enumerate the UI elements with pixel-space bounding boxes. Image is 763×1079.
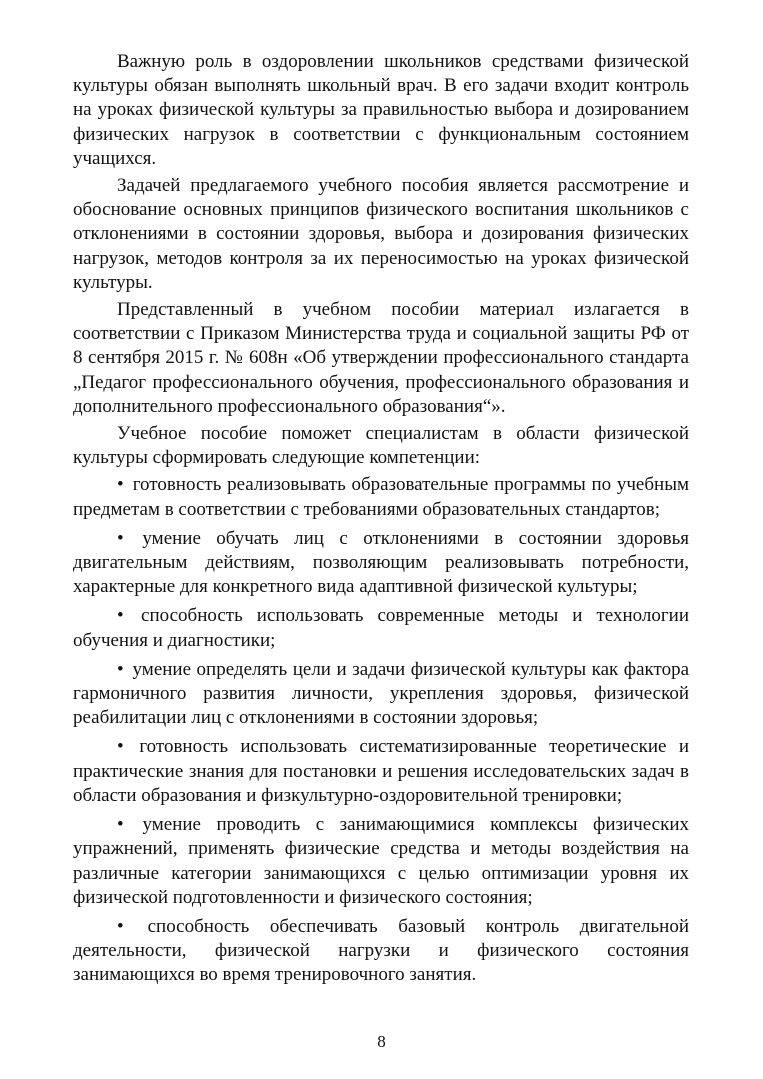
competency-item [73, 915, 689, 988]
bullet-icon: • [117, 527, 124, 549]
competency-item [73, 658, 689, 731]
competency-item [73, 527, 689, 600]
bullet-icon: • [117, 736, 124, 758]
competency-text: способность использовать современные методы и технологии обучения и диагностики; [73, 605, 689, 651]
paragraph-standard-reference: Представленный в учебном пособии материал излагается в соответствии с Приказом Министерства труда и социальной защиты РФ от 8 сентября 2015 г. № 608н «Об утверждении профессионального стандарта „Педагог профессионального обучения, профессионального образования и дополнительного профессионального образования“». [73, 299, 689, 417]
competency-text: умение обучать лиц с отклонениями в состоянии здоровья двигательным действиям, позволяющим реализовывать потребности, характерные для конкретного вида адаптивной физической культуры; [73, 527, 690, 598]
competency-text: готовность реализовывать образовательные программы по учебным предметам в соответствии с требованиями образовательных стандартов; [73, 474, 689, 520]
bullet-icon: • [117, 474, 124, 496]
bullet-icon: • [117, 605, 124, 627]
competency-text: умение определять цели и задачи физической культуры как фактора гармоничного развития личности, укрепления здоровья, физической реабилитации лиц с отклонениями в состоянии здоровья; [73, 658, 690, 729]
paragraph-competencies-intro: Учебное пособие поможет специалистам в области физической культуры сформировать следующие компетенции: [73, 423, 689, 469]
page-body [73, 50, 689, 993]
competency-item [73, 813, 689, 910]
competency-item [73, 604, 689, 652]
bullet-icon: • [117, 915, 124, 937]
competency-text: готовность использовать систематизированные теоретические и практические знания для постановки и решения исследовательских задач в области образования и физкультурно-оздоровительной тренировки; [73, 736, 689, 806]
competency-item [73, 473, 689, 521]
competency-item [73, 735, 689, 808]
bullet-icon: • [117, 814, 124, 836]
paragraph-manual-goal: Задачей предлагаемого учебного пособия является рассмотрение и обоснование основных принципов физического воспитания школьников с отклонениями в состоянии здоровья, выбора и дозирования физических нагрузок, методов контроля за их переносимостью на уроках физической культуры. [73, 175, 689, 293]
competency-text: умение проводить с занимающимися комплексы физических упражнений, применять физические средства и методы воздействия на различные категории занимающихся с целью оптимизации уровня их физической подготовленности и физического состояния; [73, 814, 690, 908]
paragraph-school-doctor: Важную роль в оздоровлении школьников средствами физической культуры обязан выполнять школьный врач. В его задачи входит контроль на уроках физической культуры за правильностью выбора и дозированием физических нагрузок в соответствии с функциональным состоянием учащихся. [73, 51, 689, 169]
competency-text: способность обеспечивать базовый контроль двигательной деятельности, физической нагрузки и физического состояния занимающихся во время тренировочного занятия. [73, 915, 689, 986]
page-number: 8 [377, 1032, 386, 1051]
bullet-icon: • [117, 658, 124, 680]
